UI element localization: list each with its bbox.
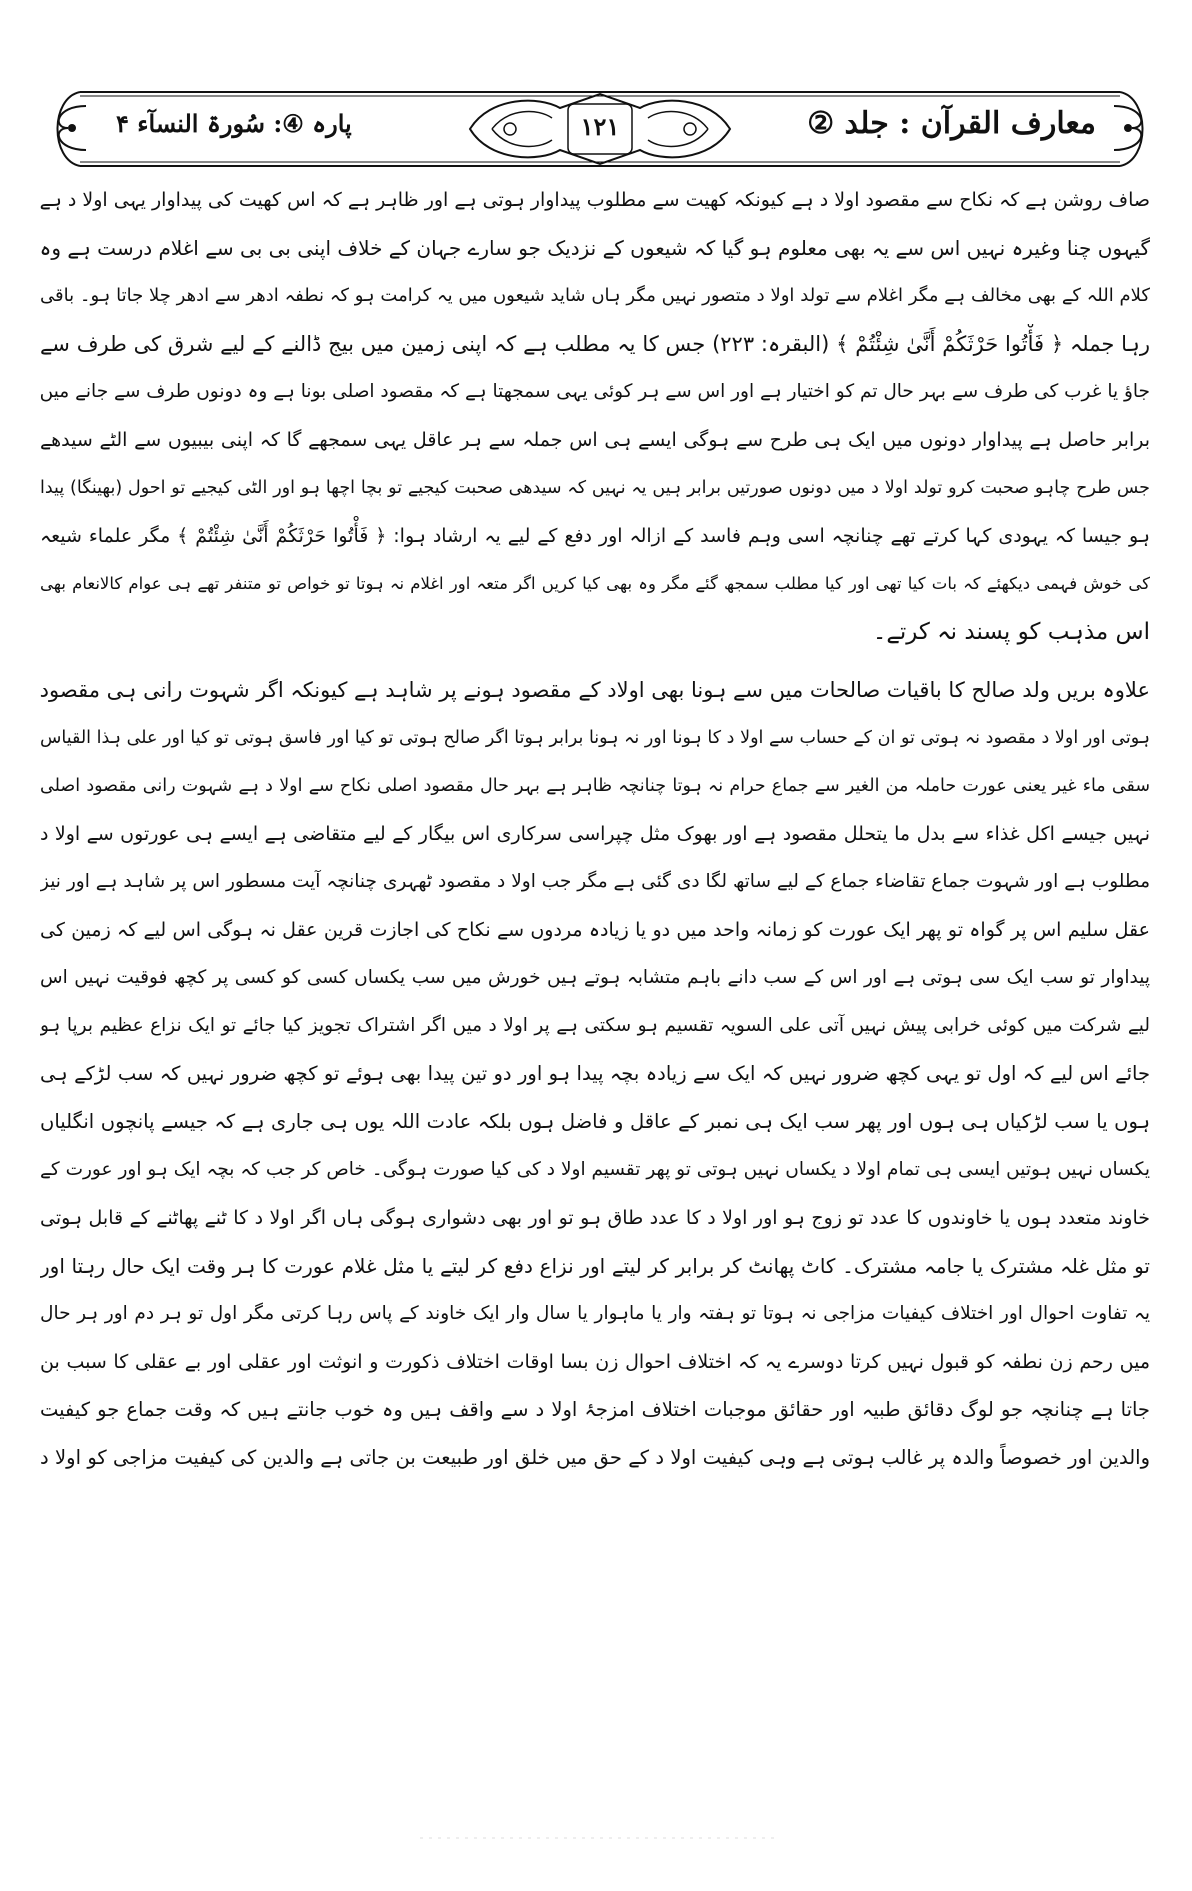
left-scroll-ornament-icon [46, 100, 92, 156]
text-line: والدین اور خصوصاً والدہ پر غالب ہوتی ہے وہی کیفیت اولا د کے حق میں خلق اور طبیعت بن جاتی ہے والدین کی کیفیت مزاجی کو اولا د [40, 1446, 1150, 1469]
text-line: رہا جملہ ﴿ فَأْتُوا حَرْثَكُمْ أَنَّىٰ شِئْتُمْ ﴾ (البقرہ: ۲۲۳) جس کا یہ مطلب ہے کہ اپنی زمین میں بیج ڈالنے کے لیے شرق کی طرف سے [40, 332, 1150, 356]
text-line: جاتا ہے چنانچہ جو لوگ دقائق طبیہ اور حقائق موجبات اختلاف امزجۂ اولا د سے واقف ہیں وہ خوب جانتے ہیں کہ وقت جماع جو کیفیت [40, 1398, 1150, 1421]
text-line: یکساں نہیں ہوتیں ایسی ہی تمام اولا د یکساں نہیں ہوتی تو پھر تقسیم اولا د کی کیا صورت ہوگی۔ خاص کر جب کہ بچہ ایک ہو اور عورت کے [40, 1159, 1150, 1180]
text-line: علاوہ بریں ولد صالح کا باقیات صالحات میں سے ہونا بھی اولاد کے مقصود ہونے پر شاہد ہے کیونکہ اگر شہوت رانی ہی مقصود [40, 678, 1150, 702]
text-line: ہوتی اور اولا د مقصود نہ ہوتی تو ان کے حساب سے اولا د کا ہونا اور نہ ہونا برابر ہوتا اگر صالح ہوتی تو کیا اور فاسق ہوتی تو کیا اور علی ہذا القیاس [40, 728, 1150, 748]
text-line: گیہوں چنا وغیرہ نہیں اس سے یہ بھی معلوم ہو گیا کہ شیعوں کے نزدیک جو سارے جہان کے خلاف اپنی بی بی سے اغلام درست ہے وہ [40, 236, 1150, 260]
text-line: یہ تفاوت احوال اور اختلاف کیفیات مزاجی نہ ہوتا تو ہفتہ وار یا ماہوار یا سال وار ایک خاوند کے پاس رہا کرتی مگر اول تو ہر دم اور ہر حال [40, 1303, 1150, 1324]
text-line: برابر حاصل ہے پیداوار دونوں میں ایک ہی طرح سے ہوگی ایسے ہی اس جملہ سے ہر عاقل یہی سمجھے گا کہ اپنی بیبیوں سے الٹے سیدھے [40, 429, 1150, 451]
text-line: نہیں جیسے اکل غذاء سے بدل ما یتحلل مقصود ہے اور بھوک مثل چپراسی سرکاری اس بیگار کے لیے متقاضی ہے ایسے ہی عورتوں سے اولا د [40, 823, 1150, 845]
surah-section-label: پارہ ④: سُورۃ النسآء ۴ [116, 109, 352, 138]
page-header [40, 88, 1160, 170]
footer-faint-rule [420, 1836, 780, 1840]
text-line: جس طرح چاہو صحبت کرو تولد اولا د میں دونوں صورتیں برابر ہیں یہ نہیں کہ سیدھی صحبت کیجیے تو بچا اچھا ہو اور الٹی کیجیے تو احول (بھینگا) پیدا [40, 478, 1150, 498]
book-title: معارف القرآن : جلد ② [807, 106, 1096, 141]
text-line: جاؤ یا غرب کی طرف سے بہر حال تم کو اختیار ہے اور اس سے ہر کوئی یہی سمجھتا ہے کہ مقصود اصلی بونا ہے وہ دونوں طرف سے جانے میں [40, 381, 1150, 402]
text-line: ہوں یا سب لڑکیاں ہی ہوں اور پھر سب ایک ہی نمبر کے عاقل و فاضل ہوں بلکہ عادت اللہ یوں ہی جاری ہے کہ جیسے پانچوں انگلیاں [40, 1110, 1150, 1133]
text-line: صاف روشن ہے کہ نکاح سے مقصود اولا د ہے کیونکہ کھیت سے مطلوب پیداوار ہوتی ہے اور ظاہر ہے کہ اس کھیت کی پیداوار یہی اولا د ہے [40, 189, 1150, 211]
text-line: تو مثل غلہ مشترک یا جامہ مشترک۔ کاٹ پھانٹ کر برابر کر لیتے اور نزاع دفع کر لیتے یا مثل غلام عورت کا ہر وقت ایک حال رہتا اور [40, 1254, 1150, 1278]
text-line: پیداوار تو سب ایک سی ہوتی ہے اور اس کے سب دانے باہم متشابہ ہوتے ہیں خورش میں سب یکساں کسی کو کسی پر کچھ فوقیت نہیں اس [40, 967, 1150, 988]
text-line: خاوند متعدد ہوں یا خاوندوں کا عدد تو زوج ہو اور اولا د کا عدد طاق ہو تو اور بھی دشواری ہوگی ہاں اگر اولا د کا ٹنے پھاٹنے کے قابل ہوتی [40, 1207, 1150, 1229]
paragraph-end-line: اس مذہب کو پسند نہ کرتے۔ [872, 619, 1150, 645]
page-number: ۱۲۱ [580, 112, 620, 141]
right-scroll-ornament-icon [1108, 100, 1154, 156]
text-line: عقل سلیم اس پر گواہ تو پھر ایک عورت کو زمانہ واحد میں دو یا زیادہ مردوں سے نکاح کی اجازت قرین عقل نہ ہوگی اس لیے کہ زمین کی [40, 919, 1150, 941]
text-line: جائے اس لیے کہ اول تو یہی کچھ ضرور نہیں کہ ایک سے زیادہ بچہ پیدا ہو اور دو تین پیدا بھی ہوئے تو کچھ ضرور نہیں کہ سب لڑکے ہی [40, 1062, 1150, 1085]
text-line: مطلوب ہے اور شہوت جماع تقاضاء جماع کے لیے ساتھ لگا دی گئی ہے مگر جب اولا د مقصود ٹھہری چنانچہ آیت مسطور اس پر شاہد ہے اور نیز [40, 871, 1150, 892]
text-line: کی خوش فہمی دیکھئے کہ بات کیا تھی اور کیا مطلب سمجھ گئے مگر وہ بھی کیا کریں اگر متعہ اور اغلام نہ ہوتا تو خواص تو متنفر تھے ہی عوام کالانعام بھی [40, 574, 1150, 593]
text-line: کلام اللہ کے بھی مخالف ہے مگر اغلام سے تولد اولا د متصور نہیں مگر ہاں شاید شیعوں میں یہ کرامت ہو کہ نطفہ ادھر سے ادھر چلا جاتا ہو۔ باقی [40, 285, 1150, 306]
text-line: سقی ماء غیر یعنی عورت حاملہ من الغیر سے جماع حرام نہ ہوتا چنانچہ ظاہر ہے بہر حال مقصود اصلی نکاح سے اولا د ہے شہوت رانی مقصود اصلی [40, 776, 1150, 796]
text-line: ہو جیسا کہ یہودی کہا کرتے تھے چنانچہ اسی وہم فاسد کے ازالہ اور دفع کے لیے یہ ارشاد ہوا: ﴿ فَأْتُوا حَرْثَكُمْ أَنَّىٰ شِئْتُمْ ﴾ مگر علماء شیعہ [40, 525, 1150, 547]
text-line: میں رحم زن نطفہ کو قبول نہیں کرتا دوسرے یہ کہ اختلاف احوال زن بسا اوقات اختلاف ذکورت و انوثت اور عقلی اور بے عقلی کا سبب بن [40, 1351, 1150, 1373]
text-line: لیے شرکت میں کوئی خرابی پیش نہیں آتی علی السویہ تقسیم ہو سکتی ہے پر اولا د میں اگر اشتراک تجویز کیا جائے تو ایک نزاع عظیم برپا ہو [40, 1015, 1150, 1036]
